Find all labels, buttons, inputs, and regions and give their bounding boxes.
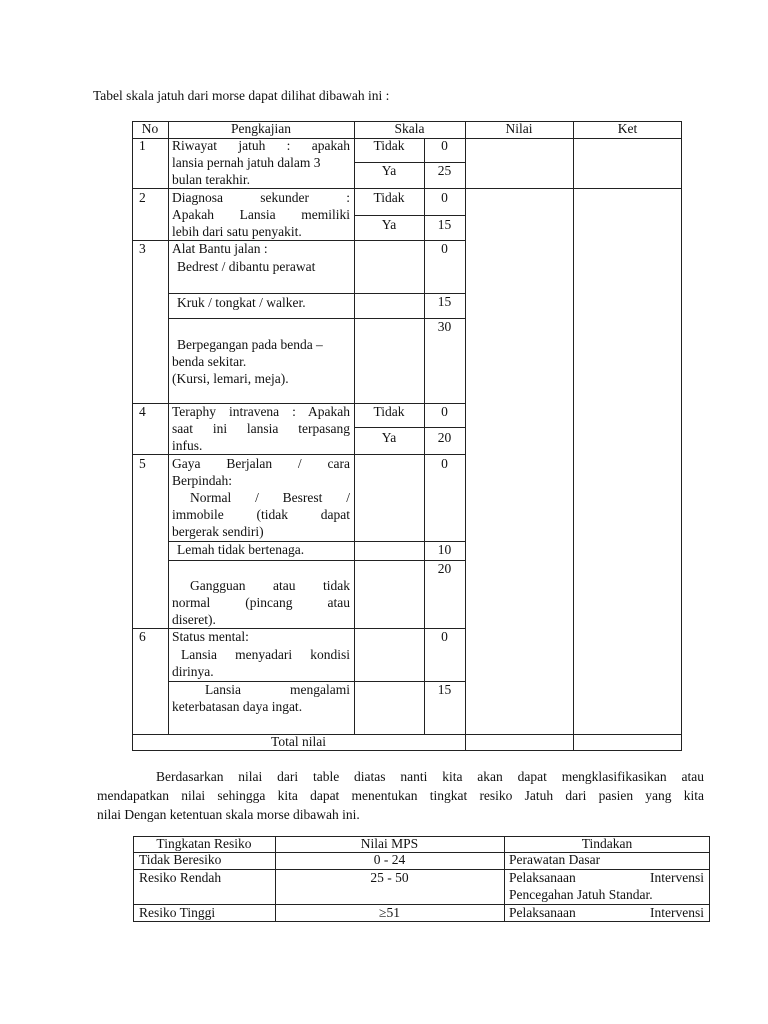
action-text: Perawatan Dasar	[509, 852, 601, 867]
pengkajian-text: Gaya Berjalan / cara	[172, 456, 350, 471]
paragraph-line: Berdasarkan nilai dari table diatas nanti kita akan dapat mengklasifikasikan atau	[156, 769, 704, 784]
action-text: Pelaksanaan Intervensi	[509, 870, 704, 885]
risk-level: Resiko Tinggi	[139, 905, 216, 920]
header-tingkatan: Tingkatan Resiko	[156, 836, 252, 851]
row-no: 1	[139, 138, 146, 153]
pengkajian-text: keterbatasan daya ingat.	[172, 699, 303, 714]
pengkajian-text: diseret).	[172, 612, 216, 627]
skala-option: Tidak	[373, 404, 405, 419]
skala-option: Tidak	[373, 138, 405, 153]
action-text: Pelaksanaan Intervensi	[509, 905, 704, 920]
row-no: 3	[139, 241, 146, 256]
skala-value: 0	[441, 629, 448, 644]
pengkajian-text: Apakah Lansia memiliki	[172, 207, 350, 222]
skala-value: 20	[437, 561, 452, 576]
total-label: Total nilai	[271, 734, 326, 749]
pengkajian-text: Diagnosa sekunder :	[172, 190, 350, 205]
skala-option: Ya	[381, 217, 397, 232]
sub-divider	[168, 318, 465, 319]
col-divider	[168, 121, 169, 734]
skala-value: 15	[437, 682, 452, 697]
pengkajian-text: normal (pincang atau	[172, 595, 350, 610]
header-tindakan: Tindakan	[581, 836, 633, 851]
mps-range: 0 - 24	[373, 852, 406, 867]
header-nilai: Nilai	[505, 121, 533, 136]
pengkajian-text: lansia pernah jatuh dalam 3	[172, 155, 321, 170]
pengkajian-text: Alat Bantu jalan :	[172, 241, 268, 256]
skala-value: 30	[437, 319, 452, 334]
header-no: No	[141, 121, 159, 136]
sub-divider	[168, 293, 465, 294]
header-nilai-mps: Nilai MPS	[360, 836, 419, 851]
skala-option: Tidak	[373, 190, 405, 205]
skala-option: Ya	[381, 430, 397, 445]
skala-value: 10	[437, 542, 452, 557]
skala-value: 0	[441, 456, 448, 471]
pengkajian-text: Lansia menyadari kondisi	[181, 647, 350, 662]
row-no: 6	[139, 629, 146, 644]
pengkajian-text: (Kursi, lemari, meja).	[172, 371, 289, 386]
sub-divider	[168, 560, 465, 561]
skala-value: 15	[437, 217, 452, 232]
mps-range: 25 - 50	[370, 870, 409, 885]
col-divider	[465, 121, 466, 751]
row-no: 2	[139, 190, 146, 205]
paragraph-line: mendapatkan nilai sehingga kita dapat menentukan tingkat resiko Jatuh dari pasien yang kita	[97, 788, 704, 803]
pengkajian-text: Berpegangan pada benda –	[177, 337, 323, 352]
skala-value: 25	[437, 163, 452, 178]
pengkajian-text: saat ini lansia terpasang	[172, 421, 350, 436]
paragraph-line: nilai Dengan ketentuan skala morse dibawah ini.	[97, 807, 360, 822]
skala-value: 0	[441, 404, 448, 419]
pengkajian-text: Gangguan atau tidak	[190, 578, 350, 593]
pengkajian-text: bulan terakhir.	[172, 172, 250, 187]
pengkajian-text: dirinya.	[172, 664, 214, 679]
skala-value: 0	[441, 138, 448, 153]
pengkajian-text: Kruk / tongkat / walker.	[177, 295, 306, 310]
col-divider	[573, 121, 574, 751]
pengkajian-text: lebih dari satu penyakit.	[172, 224, 302, 239]
pengkajian-text: Status mental:	[172, 629, 249, 644]
sub-divider	[354, 215, 465, 216]
skala-value: 0	[441, 241, 448, 256]
risk-level: Tidak Beresiko	[139, 852, 222, 867]
pengkajian-text: immobile (tidak dapat	[172, 507, 350, 522]
risk-level: Resiko Rendah	[139, 870, 222, 885]
row-no: 5	[139, 456, 146, 471]
explanation-paragraph	[97, 767, 704, 824]
pengkajian-text: Bedrest / dibantu perawat	[177, 259, 316, 274]
pengkajian-text: Normal / Besrest /	[190, 490, 350, 505]
pengkajian-text: Lansia mengalami	[205, 682, 350, 697]
pengkajian-text: Lemah tidak bertenaga.	[177, 542, 305, 557]
action-text: Pencegahan Jatuh Standar.	[509, 887, 653, 902]
skala-value: 20	[437, 430, 452, 445]
header-skala: Skala	[394, 121, 425, 136]
intro-text: Tabel skala jatuh dari morse dapat dilihat dibawah ini :	[93, 88, 390, 103]
pengkajian-text: Teraphy intravena : Apakah	[172, 404, 350, 419]
sub-divider	[354, 427, 465, 428]
skala-option: Ya	[381, 163, 397, 178]
row-no: 4	[139, 404, 146, 419]
pengkajian-text: bergerak sendiri)	[172, 524, 264, 539]
skala-value: 15	[437, 294, 452, 309]
pengkajian-text: infus.	[172, 438, 203, 453]
pengkajian-text: Riwayat jatuh : apakah	[172, 138, 350, 153]
header-ket: Ket	[617, 121, 638, 136]
pengkajian-text: benda sekitar.	[172, 354, 247, 369]
mps-range: ≥51	[379, 905, 400, 920]
header-pengkajian: Pengkajian	[231, 121, 291, 136]
row-divider	[465, 188, 682, 189]
skala-value: 0	[441, 190, 448, 205]
pengkajian-text: Berpindah:	[172, 473, 232, 488]
